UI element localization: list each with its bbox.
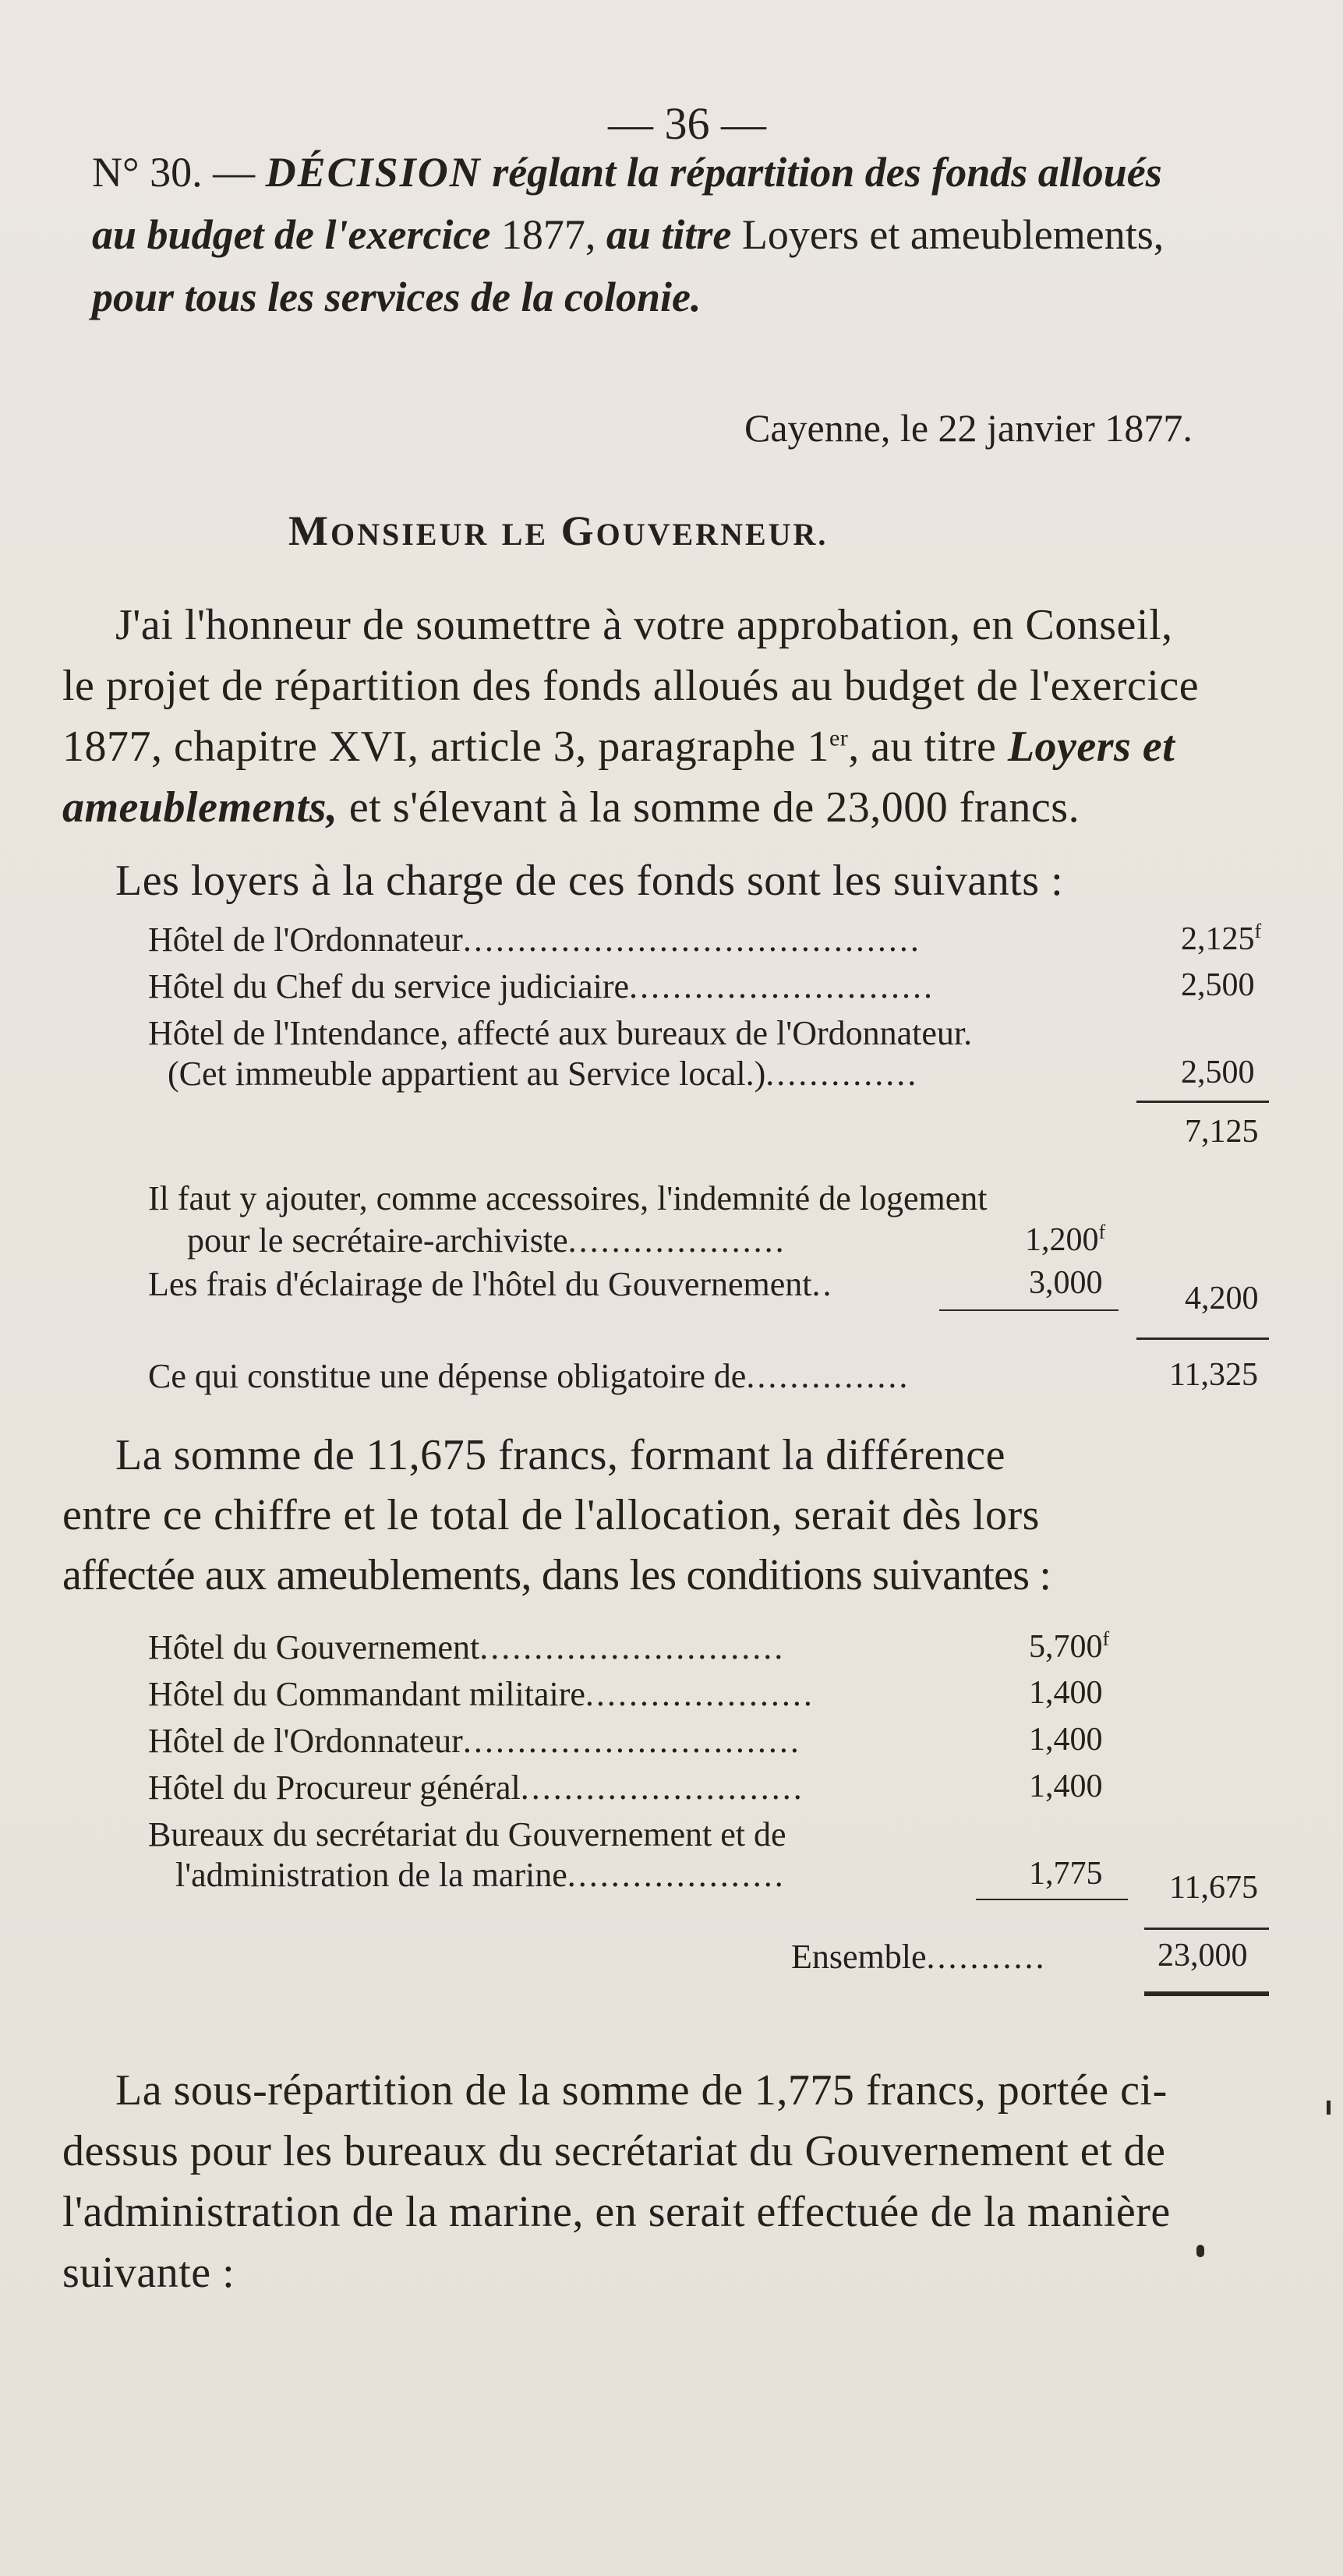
sous-repartition-line-1: La sous-répartition de la somme de 1,775 francs, portée ci- <box>115 2066 1168 2115</box>
loyer-row-4 <box>168 1054 918 1094</box>
somme-line-3: affectée aux ameublements, dans les conditions suivantes : <box>62 1551 1051 1599</box>
title-text-2a: au budget de l'exercice <box>92 211 491 258</box>
ameublement-row-6 <box>175 1855 786 1895</box>
salutation-le: LE <box>501 517 549 552</box>
decision-number: N° 30. <box>92 149 203 196</box>
leader-dots: .................... <box>567 1221 786 1260</box>
loyer-row-3 <box>148 1013 972 1053</box>
ameublement-row-3 <box>148 1721 801 1761</box>
amount-sup: f <box>1098 1221 1106 1243</box>
ameublement-label: l'administration de la marine <box>175 1856 567 1894</box>
ameublement-amount-2: 1,400 <box>1029 1675 1103 1711</box>
accessoires-line-2 <box>187 1221 786 1260</box>
amount-value: 1,200 <box>1025 1222 1099 1258</box>
loyer-label: Hôtel de l'Ordonnateur <box>148 921 463 959</box>
title-text-2b: au titre <box>606 211 732 258</box>
intro-line-1: J'ai l'honneur de soumettre à votre approbation, en Conseil, <box>115 601 1173 649</box>
title-text-3: pour tous les services de la colonie. <box>92 274 702 320</box>
salutation <box>288 507 828 555</box>
leader-dots: ............................... <box>462 1722 801 1760</box>
salutation-m: M <box>288 507 330 554</box>
ameublement-amount-3: 1,400 <box>1029 1722 1103 1758</box>
loyer-label: (Cet immeuble appartient au Service local.) <box>168 1055 766 1093</box>
subtotal-rule-1 <box>1136 1101 1269 1103</box>
intro-sup: er <box>829 725 849 751</box>
intro-line-4-italic: ameublements, <box>62 783 338 832</box>
ameublements-total: 11,675 <box>1169 1870 1258 1906</box>
accessoires-label: Les frais d'éclairage de l'hôtel du Gouvernement <box>148 1265 812 1303</box>
accessoires-rule <box>939 1309 1119 1311</box>
ensemble-row <box>791 1937 1047 1977</box>
accessoires-amount-1 <box>1025 1221 1105 1259</box>
loyer-amount-4: 2,500 <box>1181 1055 1255 1090</box>
salutation-onsieur: ONSIEUR <box>330 517 489 552</box>
salutation-g: G <box>560 507 596 554</box>
ameublement-row-2 <box>148 1674 815 1714</box>
leader-dots: .. <box>811 1265 834 1303</box>
amount-sup: f <box>1254 920 1262 942</box>
amount-value: 2,125 <box>1181 921 1255 957</box>
decision-title-line-1 <box>92 148 1162 196</box>
loyer-label: Hôtel de l'Intendance, affecté aux bureaux de l'Ordonnateur. <box>148 1014 973 1052</box>
obligatoire-amount: 11,325 <box>1169 1357 1258 1393</box>
amount-sup: f <box>1102 1627 1110 1650</box>
leader-dots: ............................ <box>479 1628 786 1666</box>
accessoires-amount-2: 3,000 <box>1029 1265 1103 1301</box>
intro-line-3 <box>62 722 1175 772</box>
obligatoire-label: Ce qui constitue une dépense obligatoire de <box>148 1357 747 1395</box>
loyers-intro: Les loyers à la charge de ces fonds sont les suivants : <box>115 857 1064 905</box>
page-number: — 36 — <box>608 98 766 149</box>
salutation-ouverneur: OUVERNEUR. <box>596 517 829 552</box>
ameublement-label: Hôtel du Procureur général <box>148 1769 521 1807</box>
intro-line-2: le projet de répartition des fonds alloués au budget de l'exercice <box>62 662 1200 710</box>
ensemble-amount: 23,000 <box>1157 1938 1248 1974</box>
leader-dots: .............. <box>765 1055 919 1093</box>
ameublement-row-4 <box>148 1768 804 1807</box>
loyer-row-2 <box>148 966 935 1006</box>
leader-dots: ............................ <box>629 967 935 1005</box>
sous-repartition-line-4: suivante : <box>62 2249 235 2297</box>
ameublement-label: Hôtel de l'Ordonnateur <box>148 1722 463 1760</box>
intro-line-4 <box>62 783 1080 832</box>
decision-title-line-3 <box>92 273 701 321</box>
obligatoire-row <box>148 1356 910 1396</box>
ameublement-label: Bureaux du secrétariat du Gouvernement et de <box>148 1815 786 1853</box>
ameublement-rule <box>976 1899 1128 1900</box>
accessoires-line-3 <box>148 1264 834 1304</box>
amount-value: 5,700 <box>1029 1629 1103 1665</box>
title-year: 1877, <box>500 211 596 258</box>
subtotal-rule-2 <box>1136 1337 1269 1340</box>
ameublement-amount-6: 1,775 <box>1029 1856 1103 1892</box>
leader-dots: ........... <box>926 1938 1047 1976</box>
loyer-amount-1 <box>1181 920 1261 958</box>
ameublement-label: Hôtel du Commandant militaire <box>148 1675 585 1713</box>
intro-line-4b: et s'élevant à la somme de 23,000 francs. <box>348 783 1080 832</box>
loyer-amount-2: 2,500 <box>1181 967 1255 1003</box>
leader-dots: .......................... <box>520 1769 804 1807</box>
loyer-label: Hôtel du Chef du service judiciaire <box>148 967 630 1005</box>
loyer-row-1 <box>148 920 921 959</box>
letter-date: Cayenne, le 22 janvier 1877. <box>744 406 1193 450</box>
ink-mark <box>1327 2101 1331 2115</box>
title-text-1: réglant la répartition des fonds alloués <box>492 149 1162 196</box>
decision-title-line-2 <box>92 210 1164 259</box>
ensemble-rule <box>1144 1991 1269 1996</box>
loyers-total: 7,125 <box>1185 1114 1259 1150</box>
leader-dots: ..................... <box>585 1675 815 1713</box>
accessoires-subtotal: 4,200 <box>1185 1281 1259 1316</box>
leader-dots: .......................................... <box>462 921 921 959</box>
ameublement-row-5 <box>148 1815 786 1854</box>
leader-dots: ............... <box>746 1357 910 1395</box>
ameublement-row-1 <box>148 1627 785 1667</box>
accessoires-line-1: Il faut y ajouter, comme accessoires, l'indemnité de logement <box>148 1179 988 1217</box>
sous-repartition-line-3: l'administration de la marine, en serait effectuée de la manière <box>62 2188 1171 2236</box>
ink-spot <box>1196 2245 1204 2257</box>
leader-dots: .................... <box>567 1856 786 1894</box>
intro-line-3a: 1877, chapitre XVI, article 3, paragraphe 1 <box>62 723 829 771</box>
ameublement-amount-4: 1,400 <box>1029 1769 1103 1804</box>
ameublement-label: Hôtel du Gouvernement <box>148 1628 480 1666</box>
intro-line-3b: , au titre <box>848 723 997 771</box>
title-dash: — <box>213 149 256 196</box>
ensemble-label: Ensemble <box>791 1938 927 1976</box>
sous-repartition-line-2: dessus pour les bureaux du secrétariat du Gouvernement et de <box>62 2127 1166 2175</box>
intro-line-3-italic: Loyers et <box>1007 723 1175 771</box>
somme-line-2: entre ce chiffre et le total de l'allocation, serait dès lors <box>62 1491 1040 1539</box>
total-rule <box>1144 1928 1269 1930</box>
somme-line-1: La somme de 11,675 francs, formant la différence <box>115 1431 1006 1479</box>
title-text-2c: Loyers et ameublements, <box>741 211 1165 258</box>
ameublement-amount-1 <box>1029 1627 1109 1666</box>
decision-word: DÉCISION <box>265 149 482 196</box>
accessoires-label: pour le secrétaire-archiviste <box>187 1221 568 1260</box>
